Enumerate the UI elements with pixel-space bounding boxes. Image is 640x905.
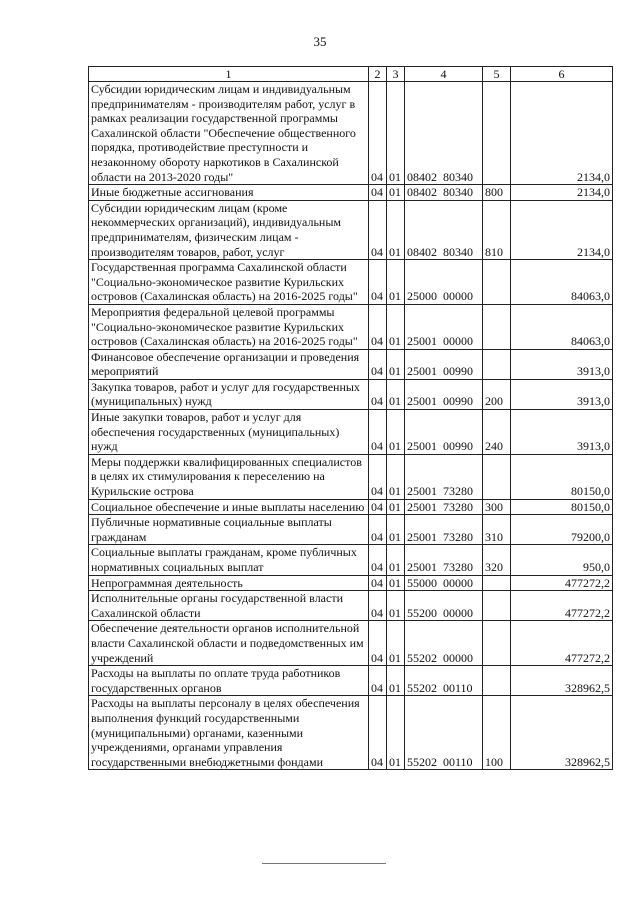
table-row (89, 260, 613, 305)
row-subsection-cell: 01 (387, 621, 405, 666)
row-name-cell: Обеспечение деятельности органов исполнительной власти Сахалинской области и подведомственных им учреждений (89, 621, 369, 666)
row-amount-cell: 80150,0 (511, 499, 613, 515)
row-amount-cell: 3913,0 (511, 379, 613, 409)
row-section-cell: 04 (369, 575, 387, 591)
table-row (89, 575, 613, 591)
row-section-cell: 04 (369, 621, 387, 666)
row-section-cell: 04 (369, 696, 387, 770)
row-target-article-cell: 55202 00000 (405, 621, 483, 666)
row-section-cell: 04 (369, 515, 387, 545)
row-subsection-cell: 01 (387, 666, 405, 696)
table-row (89, 696, 613, 770)
row-target-article-cell: 25001 00990 (405, 379, 483, 409)
row-name-cell: Социальное обеспечение и иные выплаты населению (89, 499, 369, 515)
header-col-4: 4 (405, 67, 483, 82)
table-row (89, 454, 613, 499)
row-section-cell: 04 (369, 304, 387, 349)
header-col-6: 6 (511, 67, 613, 82)
row-section-cell: 04 (369, 349, 387, 379)
row-expense-type-cell: 810 (483, 200, 511, 259)
row-amount-cell: 328962,5 (511, 696, 613, 770)
table-row (89, 410, 613, 455)
row-expense-type-cell (483, 666, 511, 696)
table-row (89, 545, 613, 575)
row-subsection-cell: 01 (387, 304, 405, 349)
row-target-article-cell: 25001 00990 (405, 349, 483, 379)
row-target-article-cell: 25001 00000 (405, 304, 483, 349)
row-target-article-cell: 25000 00000 (405, 260, 483, 305)
row-target-article-cell: 55000 00000 (405, 575, 483, 591)
row-amount-cell: 477272,2 (511, 575, 613, 591)
row-expense-type-cell (483, 260, 511, 305)
table-row (89, 621, 613, 666)
table-row (89, 82, 613, 185)
row-subsection-cell: 01 (387, 82, 405, 185)
row-expense-type-cell (483, 591, 511, 621)
row-name-cell: Субсидии юридическим лицам (кроме некоммерческих организаций), индивидуальным предпринимателям, физическим лицам - производителям товаров, работ, услуг (89, 200, 369, 259)
row-expense-type-cell (483, 454, 511, 499)
row-section-cell: 04 (369, 260, 387, 305)
row-expense-type-cell: 200 (483, 379, 511, 409)
table-row (89, 515, 613, 545)
bottom-divider (262, 863, 386, 864)
row-subsection-cell: 01 (387, 696, 405, 770)
row-name-cell: Публичные нормативные социальные выплаты гражданам (89, 515, 369, 545)
row-expense-type-cell (483, 304, 511, 349)
row-subsection-cell: 01 (387, 575, 405, 591)
row-name-cell: Непрограммная деятельность (89, 575, 369, 591)
row-name-cell: Социальные выплаты гражданам, кроме публичных нормативных социальных выплат (89, 545, 369, 575)
row-expense-type-cell (483, 349, 511, 379)
row-name-cell: Исполнительные органы государственной власти Сахалинской области (89, 591, 369, 621)
row-subsection-cell: 01 (387, 260, 405, 305)
row-amount-cell: 477272,2 (511, 621, 613, 666)
row-section-cell: 04 (369, 379, 387, 409)
row-amount-cell: 328962,5 (511, 666, 613, 696)
row-subsection-cell: 01 (387, 545, 405, 575)
row-subsection-cell: 01 (387, 349, 405, 379)
row-subsection-cell: 01 (387, 185, 405, 201)
header-col-2: 2 (369, 67, 387, 82)
row-name-cell: Расходы на выплаты персоналу в целях обеспечения выполнения функций государственными (муниципальными) органами, казенными учреждениями, органами управления государственными внебюджетными фондами (89, 696, 369, 770)
row-section-cell: 04 (369, 499, 387, 515)
row-amount-cell: 2134,0 (511, 185, 613, 201)
row-subsection-cell: 01 (387, 379, 405, 409)
row-subsection-cell: 01 (387, 499, 405, 515)
row-section-cell: 04 (369, 185, 387, 201)
table-row (89, 200, 613, 259)
row-subsection-cell: 01 (387, 200, 405, 259)
row-target-article-cell: 25001 00990 (405, 410, 483, 455)
table-row (89, 499, 613, 515)
row-target-article-cell: 25001 73280 (405, 515, 483, 545)
row-expense-type-cell: 310 (483, 515, 511, 545)
table-row (89, 379, 613, 409)
row-expense-type-cell: 300 (483, 499, 511, 515)
row-name-cell: Субсидии юридическим лицам и индивидуальным предпринимателям - производителям работ, услуг в рамках реализации государственной программы Сахалинской области "Обеспечение общественного порядка, противодействие преступности и незаконному обороту наркотиков в Сахалинской области на 2013-2020 годы" (89, 82, 369, 185)
table-row (89, 666, 613, 696)
table-row (89, 349, 613, 379)
header-col-5: 5 (483, 67, 511, 82)
row-target-article-cell: 55200 00000 (405, 591, 483, 621)
row-expense-type-cell (483, 575, 511, 591)
row-section-cell: 04 (369, 545, 387, 575)
table-row (89, 185, 613, 201)
row-expense-type-cell (483, 621, 511, 666)
row-target-article-cell: 08402 80340 (405, 185, 483, 201)
row-name-cell: Расходы на выплаты по оплате труда работников государственных органов (89, 666, 369, 696)
row-expense-type-cell: 240 (483, 410, 511, 455)
row-name-cell: Иные закупки товаров, работ и услуг для обеспечения государственных (муниципальных) нужд (89, 410, 369, 455)
table-header-row (89, 67, 613, 82)
row-subsection-cell: 01 (387, 515, 405, 545)
header-col-3: 3 (387, 67, 405, 82)
table-row (89, 304, 613, 349)
page-number: 35 (313, 34, 327, 49)
row-expense-type-cell: 800 (483, 185, 511, 201)
row-section-cell: 04 (369, 591, 387, 621)
row-amount-cell: 3913,0 (511, 349, 613, 379)
row-amount-cell: 2134,0 (511, 200, 613, 259)
header-col-1: 1 (89, 67, 369, 82)
row-amount-cell: 3913,0 (511, 410, 613, 455)
row-subsection-cell: 01 (387, 591, 405, 621)
row-target-article-cell: 25001 73280 (405, 454, 483, 499)
row-subsection-cell: 01 (387, 410, 405, 455)
row-target-article-cell: 08402 80340 (405, 200, 483, 259)
table-row (89, 591, 613, 621)
row-name-cell: Меры поддержки квалифицированных специалистов в целях их стимулирования к переселению на Курильские острова (89, 454, 369, 499)
row-amount-cell: 950,0 (511, 545, 613, 575)
row-expense-type-cell: 320 (483, 545, 511, 575)
row-target-article-cell: 08402 80340 (405, 82, 483, 185)
row-target-article-cell: 25001 73280 (405, 499, 483, 515)
row-target-article-cell: 55202 00110 (405, 666, 483, 696)
row-expense-type-cell: 100 (483, 696, 511, 770)
row-name-cell: Иные бюджетные ассигнования (89, 185, 369, 201)
budget-table-body (89, 67, 613, 770)
row-target-article-cell: 55202 00110 (405, 696, 483, 770)
row-section-cell: 04 (369, 410, 387, 455)
row-amount-cell: 477272,2 (511, 591, 613, 621)
row-name-cell: Финансовое обеспечение организации и проведения мероприятий (89, 349, 369, 379)
row-name-cell: Государственная программа Сахалинской области "Социально-экономическое развитие Курильских островов (Сахалинская область) на 2016-2025 годы" (89, 260, 369, 305)
row-amount-cell: 84063,0 (511, 304, 613, 349)
budget-table (88, 66, 613, 770)
row-amount-cell: 80150,0 (511, 454, 613, 499)
row-section-cell: 04 (369, 82, 387, 185)
row-amount-cell: 79200,0 (511, 515, 613, 545)
row-expense-type-cell (483, 82, 511, 185)
row-section-cell: 04 (369, 454, 387, 499)
row-section-cell: 04 (369, 666, 387, 696)
row-target-article-cell: 25001 73280 (405, 545, 483, 575)
row-name-cell: Мероприятия федеральной целевой программы "Социально-экономическое развитие Курильских островов (Сахалинская область) на 2016-2025 годы" (89, 304, 369, 349)
row-amount-cell: 84063,0 (511, 260, 613, 305)
row-amount-cell: 2134,0 (511, 82, 613, 185)
row-section-cell: 04 (369, 200, 387, 259)
row-name-cell: Закупка товаров, работ и услуг для государственных (муниципальных) нужд (89, 379, 369, 409)
row-subsection-cell: 01 (387, 454, 405, 499)
